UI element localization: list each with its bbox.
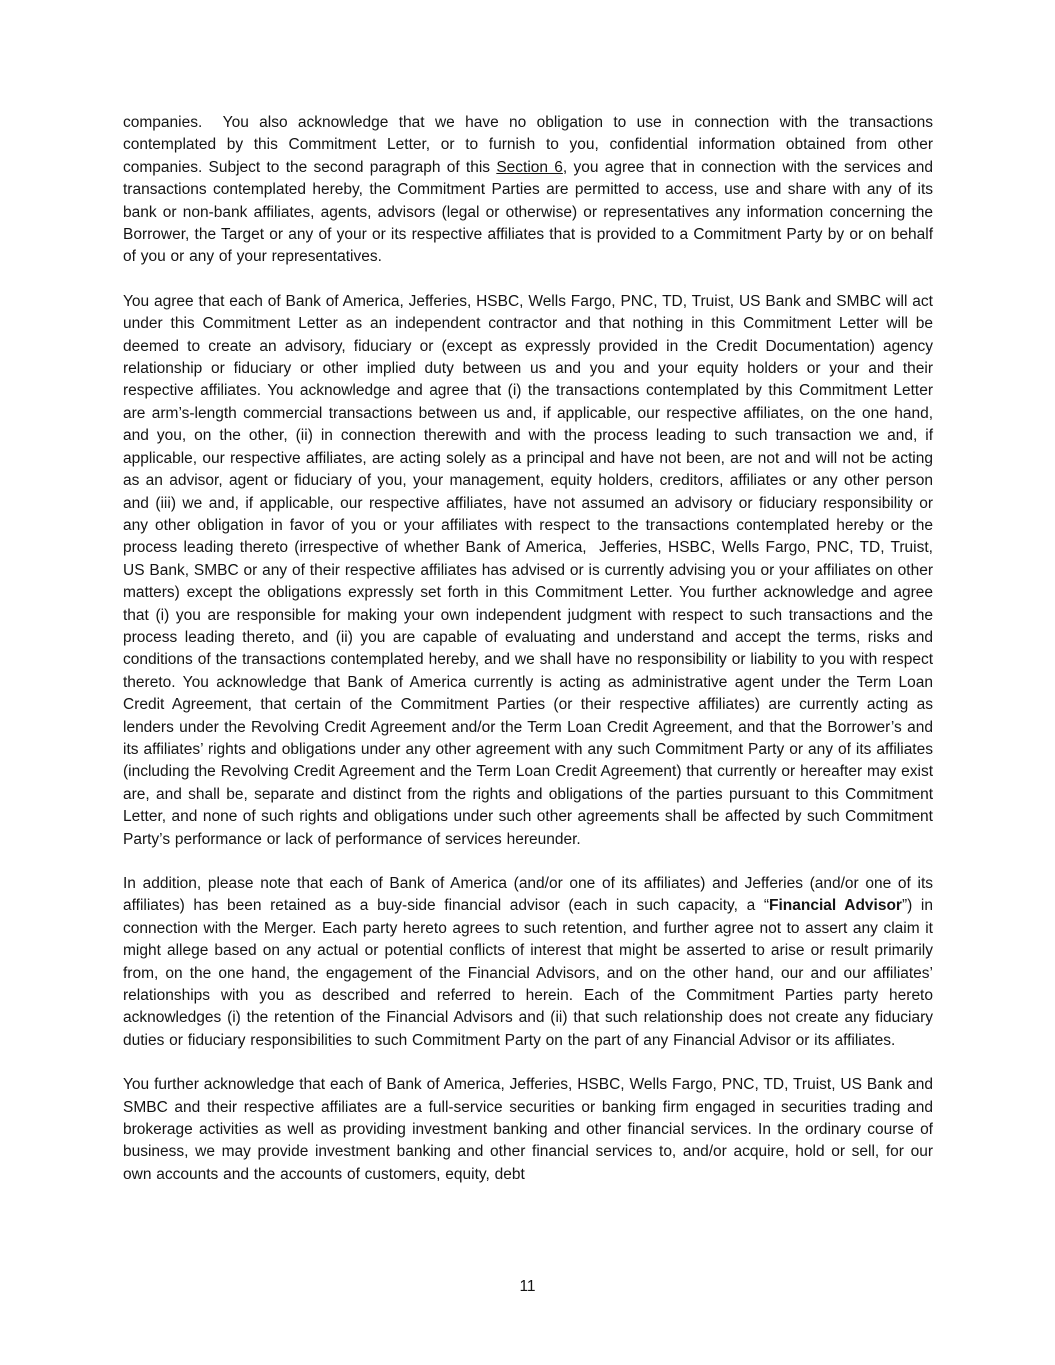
page-footer <box>0 1276 1055 1298</box>
paragraph <box>123 112 933 269</box>
paragraph <box>123 1074 933 1186</box>
text-segment: You agree that each of Bank of America, Jefferies, HSBC, Wells Fargo, PNC, TD, Truist, US Bank and SMBC will act under this Commitment Letter as an independent contractor and that nothing in this Commitment Letter will be deemed to create an advisory, fiduciary or (except as expressly provided in the Credit Documentation) agency relationship or fiduciary or other implied duty between us and you and your equity holders or your and their respective affiliates. You acknowledge and agree that (i) the transactions contemplated by this Commitment Letter are arm’s-length commercial transactions between us and, if applicable, our respective affiliates, on the one hand, and you, on the other, (ii) in connection therewith and with the process leading to such transaction we and, if applicable, our respective affiliates, are acting solely as a principal and have not been, are not and will not be acting as an advisor, agent or fiduciary of you, your management, equity holders, creditors, affiliates or any other person and (iii) we and, if applicable, our respective affiliates, have not assumed an advisory or fiduciary responsibility or any other obligation in favor of you or your affiliates with respect to the transactions contemplated hereby or the process leading thereto (irrespective of whether Bank of America, Jefferies, HSBC, Wells Fargo, PNC, TD, Truist, US Bank, SMBC or any of their respective affiliates has advised or is currently advising you or your affiliates on other matters) except the obligations expressly set forth in this Commitment Letter. You further acknowledge and agree that (i) you are responsible for making your own independent judgment with respect to such transactions and the process leading thereto, and (ii) you are capable of evaluating and understand and accept the terms, risks and conditions of the transactions contemplated hereby, and we shall have no responsibility or liability to you with respect thereto. You acknowledge that Bank of America currently is acting as administrative agent under the Term Loan Credit Agreement, that certain of the Commitment Parties (or their respective affiliates) are currently acting as lenders under the Revolving Credit Agreement and/or the Term Loan Credit Agreement, and that the Borrower’s and its affiliates’ rights and obligations under any other agreement with any such Commitment Party or any of its affiliates (including the Revolving Credit Agreement and the Term Loan Credit Agreement) that currently or hereafter may exist are, and shall be, separate and distinct from the rights and obligations of the parties pursuant to this Commitment Letter, and none of such rights and obligations under such other agreements shall be affected by such Commitment Party’s performance or lack of performance of services hereunder. <box>123 292 933 848</box>
text-segment: You further acknowledge that each of Bank of America, Jefferies, HSBC, Wells Fargo, PNC, TD, Truist, US Bank and SMBC and their respective affiliates are a full-service securities or banking firm engaged in securities trading and brokerage activities as well as providing investment banking and other financial services. In the ordinary course of business, we may provide investment banking and other financial services to, and/or acquire, hold or sell, for our own accounts and the accounts of customers, equity, debt <box>123 1076 933 1183</box>
defined-term: Financial Advisor <box>769 897 902 915</box>
section-reference: Section 6 <box>496 158 563 176</box>
document-body <box>123 112 933 1186</box>
text-segment: , you agree that in connection with the services and transactions contemplated hereby, the Commitment Parties are permitted to access, use and share with any of its bank or non-bank affiliates, agents, advisors (legal or otherwise) or representatives any information concerning the Borrower, the Target or any of your or its respective affiliates that is provided to a Commitment Party by or on behalf of you or any of your representatives. <box>123 158 933 266</box>
paragraph <box>123 291 933 851</box>
page-number: 11 <box>519 1278 536 1295</box>
paragraph <box>123 873 933 1052</box>
text-segment: In addition, please note that each of Bank of America (and/or one of its affiliates) and Jefferies (and/or one of its affiliates) has been retained as a buy-side financial advisor (each in such capacity, a “ <box>123 875 933 915</box>
text-segment: ”) in connection with the Merger. Each party hereto agrees to such retention, and further agree not to assert any claim it might allege based on any actual or potential conflicts of interest that might be asserted to arise or result primarily from, on the one hand, the engagement of the Financial Advisors, and on the other hand, our and our affiliates’ relationships with you as described and referred to herein. Each of the Commitment Parties party hereto acknowledges (i) the retention of the Financial Advisors and (ii) that such relationship does not create any fiduciary duties or fiduciary responsibilities to such Commitment Party on the part of any Financial Advisor or its affiliates. <box>123 897 933 1049</box>
text-segment: companies. You also acknowledge that we have no obligation to use in connection with the transactions contemplated by this Commitment Letter, or to furnish to you, confidential information obtained from other companies. Subject to the second paragraph of this <box>123 114 933 176</box>
